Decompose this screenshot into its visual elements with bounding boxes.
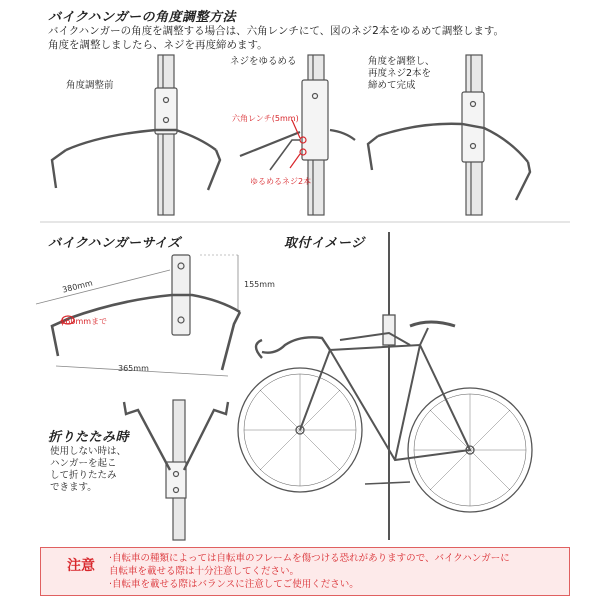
dim-height-label: 155mm [244, 280, 275, 289]
step2-screws-label: ゆるめるネジ2本 [250, 177, 312, 186]
step3-label-line2: 再度ネジ2本を [368, 68, 432, 79]
step2-loosen-drawing [240, 55, 355, 215]
caution-line2: 自転車を載せる際は十分注意してください。 [109, 566, 300, 577]
fold-desc-line2: ハンガーを起こ [50, 458, 117, 469]
fold-desc-line3: して折りたたみ [50, 470, 117, 481]
step3-label-line3: 締めて完成 [368, 80, 416, 91]
caution-text [109, 552, 510, 591]
angle-desc-line2: 角度を調整しましたら、ネジを再度締めます。 [48, 39, 268, 51]
step1-label: 角度調整前 [66, 80, 114, 91]
dim-depth-label: 380mm [61, 278, 94, 295]
folded-hanger-drawing [124, 400, 228, 540]
caution-line3: ·自転車を載せる際はバランスに注意してご使用ください。 [109, 579, 359, 590]
step3-label-line1: 角度を調整し、 [368, 56, 435, 67]
fold-section-title: 折りたたみ時 [48, 430, 130, 445]
size-section-title: バイクハンガーサイズ [48, 236, 181, 251]
dim-width-label: 365mm [118, 364, 149, 373]
mount-image-drawing [238, 232, 532, 540]
angle-section-title: バイクハンガーの角度調整方法 [48, 10, 236, 25]
fold-desc-line1: 使用しない時は、 [50, 446, 127, 457]
step1-hanger-drawing [52, 55, 220, 215]
caution-line1: ·自転車の種類によっては自転車のフレームを傷つける恐れがありますので、バイクハンガーに [109, 553, 510, 564]
fold-desc-line4: できます。 [50, 482, 97, 493]
caution-box [40, 547, 570, 596]
step2-label: ネジをゆるめる [230, 56, 297, 67]
caution-label: 注意 [67, 558, 95, 574]
mount-section-title: 取付イメージ [284, 236, 365, 251]
angle-desc-line1: バイクハンガーの角度を調整する場合は、六角レンチにて、図のネジ2本をゆるめて調整します。 [48, 25, 505, 37]
step2-wrench-label: 六角レンチ(5mm) [232, 114, 299, 123]
dim-diameter-label: φ60mmまで [60, 317, 108, 326]
